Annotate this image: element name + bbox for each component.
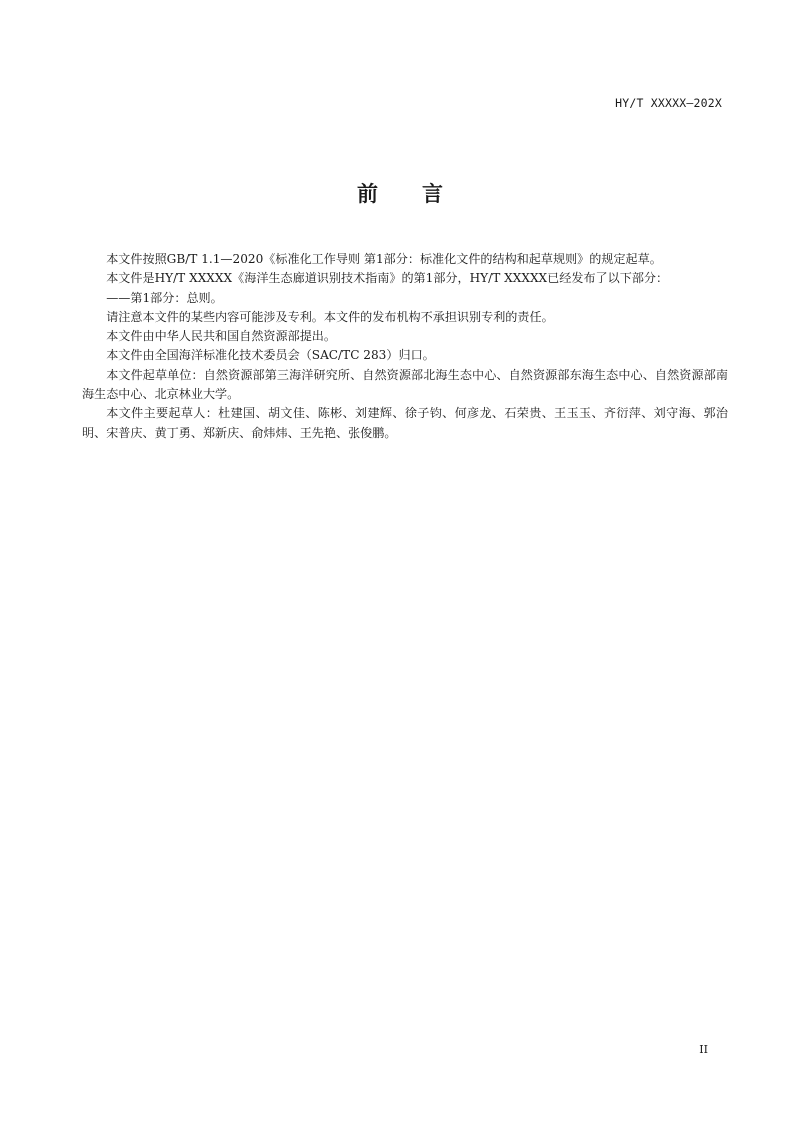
title-char-2: 言 (422, 182, 443, 206)
paragraph-part-list-item: ——第1部分：总则。 (106, 290, 223, 305)
paragraph-patent-notice: 请注意本文件的某些内容可能涉及专利。本文件的发布机构不承担识别专利的责任。 (106, 309, 554, 324)
document-code: HY/T XXXXX—202X (615, 96, 722, 110)
paragraph-drafting-rules: 本文件按照GB/T 1.1—2020《标准化工作导则 第1部分：标准化文件的结构和起草规则》的规定起草。 (106, 252, 662, 266)
paragraph-proposer: 本文件由中华人民共和国自然资源部提出。 (106, 329, 336, 344)
paragraph-drafters: 本文件主要起草人：杜建国、胡文佳、陈彬、刘建辉、徐子钧、何彦龙、石荣贵、王玉玉、齐衍萍、刘守海、郭治明、宋普庆、黄丁勇、郑新庆、俞炜炜、王先艳、张俊鹏。 (82, 406, 728, 440)
page-title (0, 178, 800, 208)
title-char-1: 前 (357, 182, 378, 206)
paragraph-committee: 本文件由全国海洋标准化技术委员会（SAC/TC 283）归口。 (106, 348, 435, 363)
foreword-body (82, 250, 728, 443)
page-number: II (699, 1043, 708, 1056)
paragraph-drafting-units: 本文件起草单位：自然资源部第三海洋研究所、自然资源部北海生态中心、自然资源部东海生态中心、自然资源部南海生态中心、北京林业大学。 (82, 367, 728, 402)
paragraph-part-info: 本文件是HY/T XXXXX《海洋生态廊道识别技术指南》的第1部分，HY/T XXXXX已经发布了以下部分： (106, 271, 669, 286)
